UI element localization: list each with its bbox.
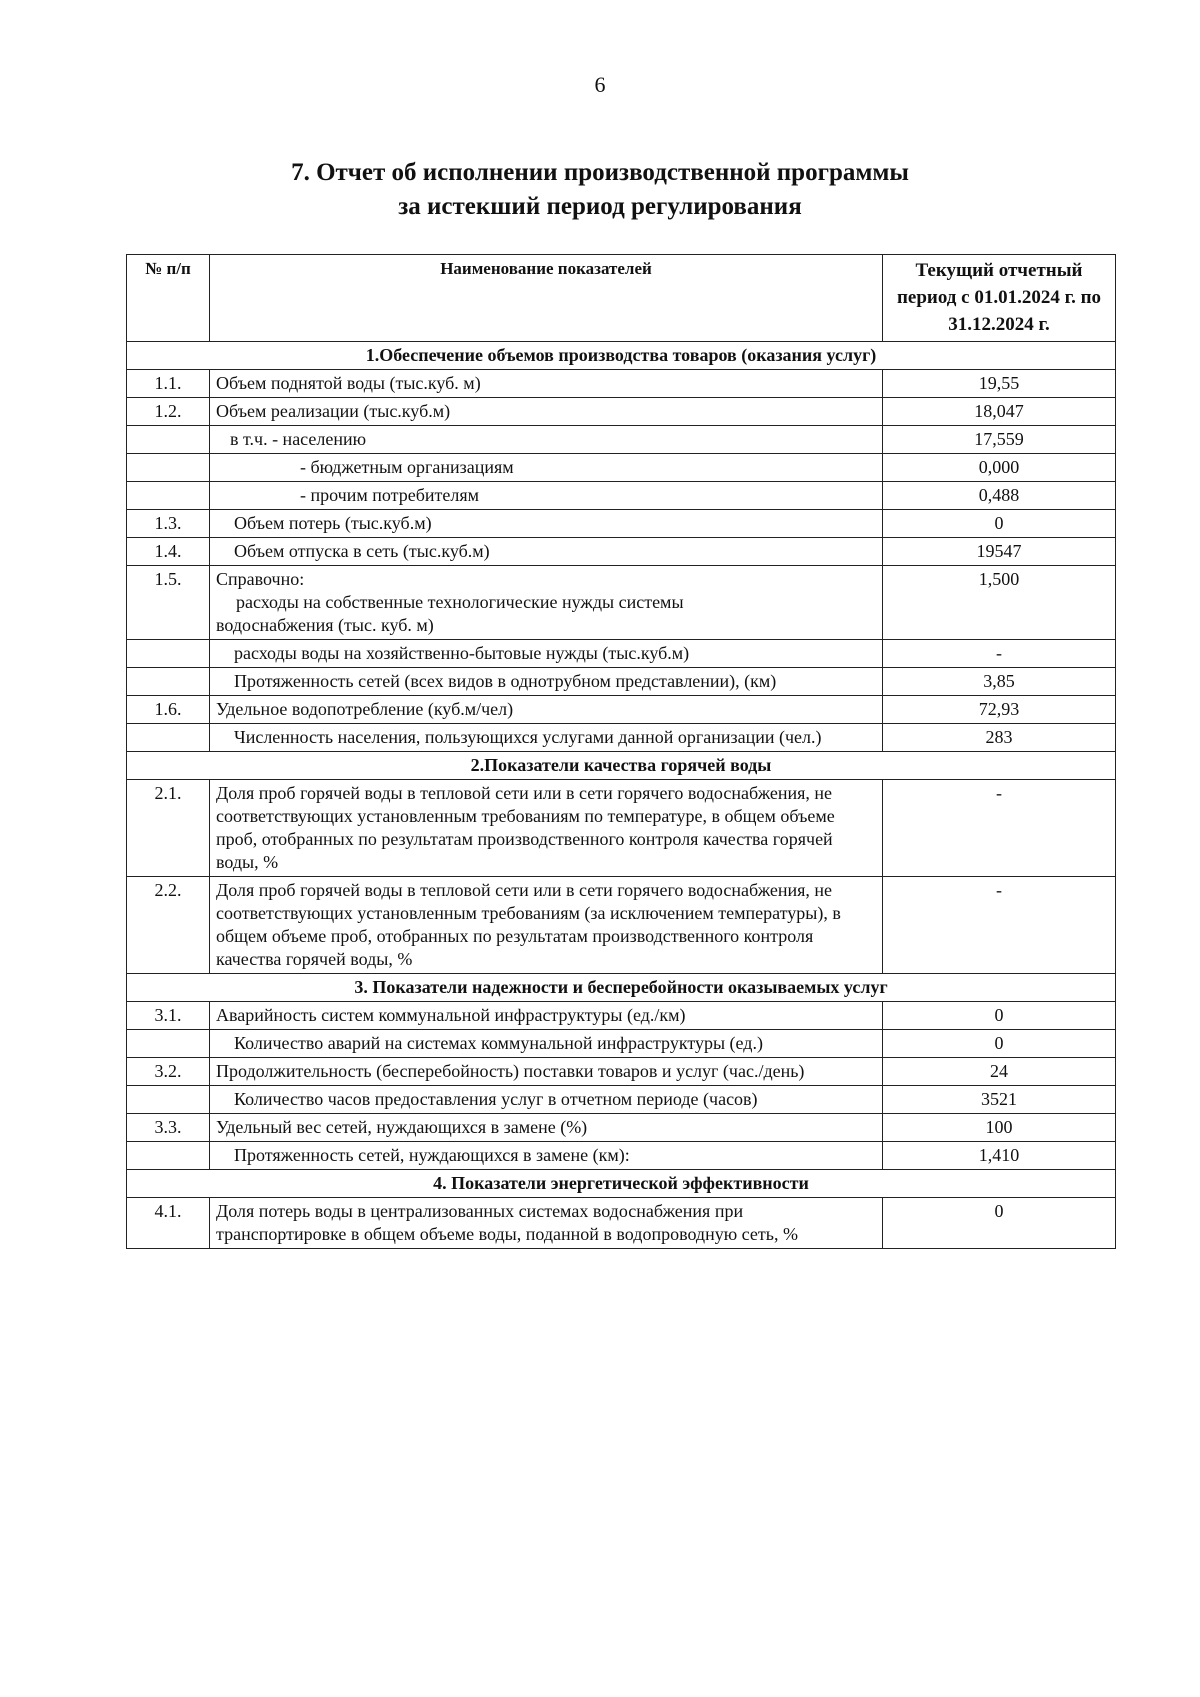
table-row: [127, 538, 1116, 566]
row-value: 24: [883, 1058, 1116, 1086]
row-value: -: [883, 877, 1116, 974]
table-row: [127, 566, 1116, 640]
row-number: [127, 1030, 210, 1058]
row-number: 1.3.: [127, 510, 210, 538]
row-name: Продолжительность (бесперебойность) поставки товаров и услуг (час./день): [210, 1058, 883, 1086]
row-value: -: [883, 640, 1116, 668]
row-value: 283: [883, 724, 1116, 752]
row-name: [210, 566, 883, 640]
table-row: [127, 454, 1116, 482]
row-name: Объем потерь (тыс.куб.м): [210, 510, 883, 538]
row-number: 1.2.: [127, 398, 210, 426]
row-number: [127, 426, 210, 454]
table-row: [127, 1030, 1116, 1058]
row-number: 3.3.: [127, 1114, 210, 1142]
row-name: Удельное водопотребление (куб.м/чел): [210, 696, 883, 724]
table-body: [127, 342, 1116, 1249]
row-value: 17,559: [883, 426, 1116, 454]
report-title: [0, 156, 1200, 224]
section-row: [127, 1170, 1116, 1198]
row-number: [127, 668, 210, 696]
row-value: 72,93: [883, 696, 1116, 724]
table-row: [127, 426, 1116, 454]
row-name: в т.ч. - населению: [210, 426, 883, 454]
table-row: [127, 1142, 1116, 1170]
row-name: Объем реализации (тыс.куб.м): [210, 398, 883, 426]
section-title: 4. Показатели энергетической эффективности: [127, 1170, 1116, 1198]
row-value: 0: [883, 1030, 1116, 1058]
table-row: [127, 482, 1116, 510]
row-name-part: водоснабжения (тыс. куб. м): [216, 615, 434, 635]
row-name: Протяженность сетей, нуждающихся в замене (км):: [210, 1142, 883, 1170]
row-name: расходы воды на хозяйственно-бытовые нужды (тыс.куб.м): [210, 640, 883, 668]
row-number: 2.1.: [127, 780, 210, 877]
section-row: [127, 974, 1116, 1002]
table-row: [127, 780, 1116, 877]
row-name: Удельный вес сетей, нуждающихся в замене (%): [210, 1114, 883, 1142]
table-header-row: [127, 255, 1116, 342]
row-value: 1,410: [883, 1142, 1116, 1170]
report-title-line-1: 7. Отчет об исполнении производственной программы: [291, 159, 909, 186]
row-value: 19547: [883, 538, 1116, 566]
table-row: [127, 1058, 1116, 1086]
row-number: [127, 482, 210, 510]
row-number: 1.5.: [127, 566, 210, 640]
row-name-part: расходы на собственные технологические нужды системы: [236, 592, 684, 612]
report-title-line-2: за истекший период регулирования: [398, 193, 802, 220]
row-name: Количество часов предоставления услуг в отчетном периоде (часов): [210, 1086, 883, 1114]
row-name: Количество аварий на системах коммунальной инфраструктуры (ед.): [210, 1030, 883, 1058]
table-row: [127, 877, 1116, 974]
row-name: Численность населения, пользующихся услугами данной организации (чел.): [210, 724, 883, 752]
row-name: Доля проб горячей воды в тепловой сети или в сети горячего водоснабжения, не соответствующих установленным требованиям (за исключением температуры), в общем объеме проб, отобранных по результатам производственного контроля качества горячей воды, %: [210, 877, 883, 974]
row-name: Объем поднятой воды (тыс.куб. м): [210, 370, 883, 398]
row-number: 1.6.: [127, 696, 210, 724]
row-value: -: [883, 780, 1116, 877]
row-number: [127, 640, 210, 668]
row-number: 3.2.: [127, 1058, 210, 1086]
row-name: - бюджетным организациям: [210, 454, 883, 482]
table-row: [127, 668, 1116, 696]
row-number: 1.4.: [127, 538, 210, 566]
table-row: [127, 696, 1116, 724]
table-row: [127, 1198, 1116, 1249]
row-number: 1.1.: [127, 370, 210, 398]
section-title: 3. Показатели надежности и бесперебойности оказываемых услуг: [127, 974, 1116, 1002]
row-number: 2.2.: [127, 877, 210, 974]
row-name: Аварийность систем коммунальной инфраструктуры (ед./км): [210, 1002, 883, 1030]
row-value: 0: [883, 1002, 1116, 1030]
table-row: [127, 370, 1116, 398]
row-number: [127, 454, 210, 482]
report-table: [126, 254, 1116, 1249]
table-row: [127, 1114, 1116, 1142]
table-row: [127, 1002, 1116, 1030]
section-title: 2.Показатели качества горячей воды: [127, 752, 1116, 780]
row-value: 0,488: [883, 482, 1116, 510]
row-name: Доля проб горячей воды в тепловой сети или в сети горячего водоснабжения, не соответствующих установленным требованиям по температуре, в общем объеме проб, отобранных по результатам производственного контроля качества горячей воды, %: [210, 780, 883, 877]
table-row: [127, 398, 1116, 426]
row-name: Доля потерь воды в централизованных системах водоснабжения при транспортировке в общем объеме воды, поданной в водопроводную сеть, %: [210, 1198, 883, 1249]
row-name: Протяженность сетей (всех видов в однотрубном представлении), (км): [210, 668, 883, 696]
table-row: [127, 1086, 1116, 1114]
section-row: [127, 752, 1116, 780]
table-row: [127, 724, 1116, 752]
row-name: Объем отпуска в сеть (тыс.куб.м): [210, 538, 883, 566]
row-value: 100: [883, 1114, 1116, 1142]
table-row: [127, 640, 1116, 668]
row-value: 19,55: [883, 370, 1116, 398]
row-number: [127, 1142, 210, 1170]
table-row: [127, 510, 1116, 538]
row-number: 4.1.: [127, 1198, 210, 1249]
section-title: 1.Обеспечение объемов производства товаров (оказания услуг): [127, 342, 1116, 370]
header-num: № п/п: [127, 255, 210, 342]
row-value: 1,500: [883, 566, 1116, 640]
row-name: - прочим потребителям: [210, 482, 883, 510]
row-value: 3,85: [883, 668, 1116, 696]
row-number: [127, 1086, 210, 1114]
row-name-part: Справочно:: [216, 569, 305, 589]
row-value: 0: [883, 1198, 1116, 1249]
row-number: 3.1.: [127, 1002, 210, 1030]
row-value: 18,047: [883, 398, 1116, 426]
page-number: 6: [594, 72, 606, 97]
row-number: [127, 724, 210, 752]
section-row: [127, 342, 1116, 370]
header-value: Текущий отчетный период с 01.01.2024 г. по 31.12.2024 г.: [883, 255, 1116, 342]
row-value: 0: [883, 510, 1116, 538]
row-value: 0,000: [883, 454, 1116, 482]
row-value: 3521: [883, 1086, 1116, 1114]
header-name: Наименование показателей: [210, 255, 883, 342]
